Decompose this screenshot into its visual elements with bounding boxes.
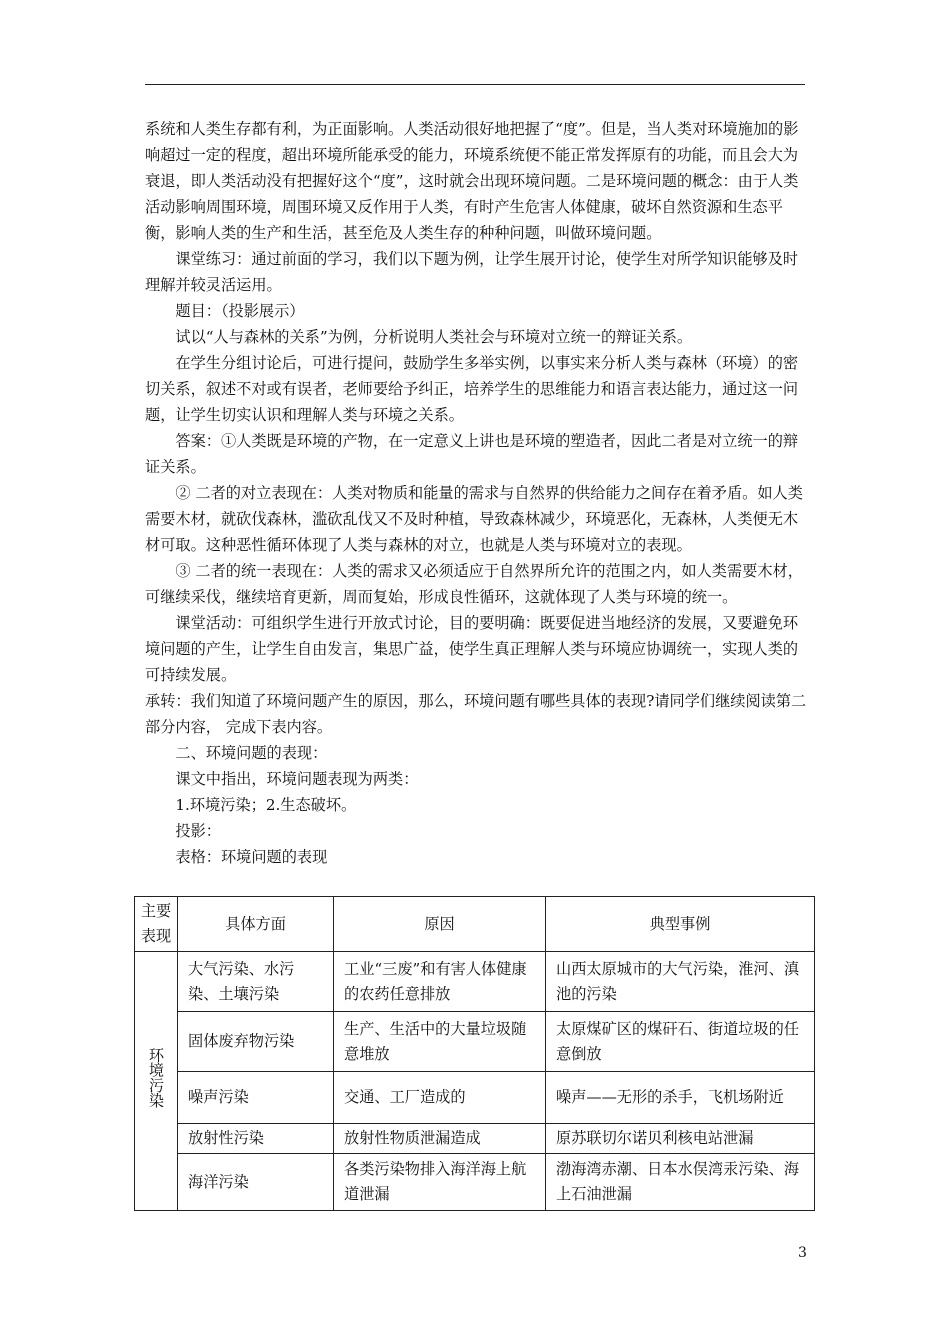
paragraph: 1.环境污染；2.生态破坏。 <box>175 796 357 814</box>
paragraph: ② 二者的对立表现在：人类对物质和能量的需求与自然界的供给能力之间存在着矛盾。如人类需要木材，就砍伐森林，滥砍乱伐又不及时种植，导致森林减少，环境恶化，无森林，人类便无木材可取。这种恶性循环体现了人类与森林的对立，也就是人类与环境对立的表现。 <box>145 484 803 554</box>
page-number: 3 <box>798 1245 807 1261</box>
example-cell: 山西太原城市的大气污染，淮河、滇池的污染 <box>546 952 815 1012</box>
header-cell: 主要表现 <box>135 897 178 952</box>
group-cell <box>135 952 178 1211</box>
header-cell: 具体方面 <box>178 897 334 952</box>
header-rule <box>145 84 805 85</box>
example-cell: 太原煤矿区的煤矸石、街道垃圾的任意倒放 <box>546 1012 815 1072</box>
paragraph: ③ 二者的统一表现在：人类的需求又必须适应于自然界所允许的范围之内，如人类需要木材，可继续采伐，继续培育更新，周而复始，形成良性循环，这就体现了人类与环境的统一。 <box>145 562 803 606</box>
aspect-cell: 大气污染、水污染、土壤污染 <box>178 952 334 1012</box>
cause-cell: 工业“三废”和有害人体健康的农药任意排放 <box>334 952 546 1012</box>
paragraph: 试以“人与森林的关系”为例，分析说明人类社会与环境对立统一的辩证关系。 <box>175 328 693 346</box>
cause-cell: 交通、工厂造成的 <box>334 1072 546 1124</box>
header-cell: 原因 <box>334 897 546 952</box>
section-heading: 二、环境问题的表现： <box>175 744 328 762</box>
aspect-cell: 固体废弃物污染 <box>178 1012 334 1072</box>
header-cell: 典型事例 <box>546 897 815 952</box>
paragraph: 承转：我们知道了环境问题产生的原因，那么，环境问题有哪些具体的表现?请同学们继续阅读第二部分内容， 完成下表内容。 <box>145 692 807 736</box>
cause-cell: 放射性物质泄漏造成 <box>334 1124 546 1154</box>
paragraph: 题目：（投影展示） <box>175 302 305 320</box>
example-cell: 原苏联切尔诺贝利核电站泄漏 <box>546 1124 815 1154</box>
paragraph: 课堂活动：可组织学生进行开放式讨论，目的要明确：既要促进当地经济的发展，又要避免环境问题的产生，让学生自由发言，集思广益，使学生真正理解人类与环境应协调统一，实现人类的可持续发展。 <box>145 614 799 684</box>
table-row <box>135 1072 815 1124</box>
paragraph: 系统和人类生存都有利，为正面影响。人类活动很好地把握了“度”。但是，当人类对环境施加的影响超过一定的程度，超出环境所能承受的能力，环境系统便不能正常发挥原有的功能，而且会大为衰退，即人类活动没有把握好这个“度”，这时就会出现环境问题。二是环境问题的概念：由于人类活动影响周围环境，周围环境又反作用于人类，有时产生危害人体健康，破坏自然资源和生态平衡，影响人类的生产和生活，甚至危及人类生存的种种问题，叫做环境问题。 <box>145 120 799 242</box>
body-text <box>145 116 809 870</box>
cause-cell: 生产、生活中的大量垃圾随意堆放 <box>334 1012 546 1072</box>
table-row <box>135 952 815 1012</box>
paragraph: 课堂练习：通过前面的学习，我们以下题为例，让学生展开讨论，使学生对所学知识能够及时理解并较灵活运用。 <box>145 250 799 294</box>
paragraph: 在学生分组讨论后，可进行提问，鼓励学生多举实例，以事实来分析人类与森林（环境）的密切关系，叙述不对或有误者，老师要给予纠正，培养学生的思维能力和语言表达能力，通过这一问题，让学生切实认识和理解人类与环境之关系。 <box>145 354 799 424</box>
paragraph: 课文中指出，环境问题表现为两类： <box>175 770 419 788</box>
table-header-row <box>135 897 815 952</box>
table-row <box>135 1154 815 1211</box>
example-cell: 噪声——无形的杀手，飞机场附近 <box>546 1072 815 1124</box>
paragraph: 投影： <box>175 822 221 840</box>
aspect-cell: 噪声污染 <box>178 1072 334 1124</box>
group-label: 环境污染 <box>147 1046 165 1108</box>
aspect-cell: 放射性污染 <box>178 1124 334 1154</box>
paragraph: 答案：①人类既是环境的产物，在一定意义上讲也是环境的塑造者，因此二者是对立统一的辩证关系。 <box>145 432 799 476</box>
table-caption: 表格：环境问题的表现 <box>175 848 328 866</box>
table-row <box>135 1012 815 1072</box>
example-cell: 渤海湾赤潮、日本水俣湾汞污染、海上石油泄漏 <box>546 1154 815 1211</box>
aspect-cell: 海洋污染 <box>178 1154 334 1211</box>
environment-problems-table <box>134 896 815 1211</box>
cause-cell: 各类污染物排入海洋海上航道泄漏 <box>334 1154 546 1211</box>
table-row <box>135 1124 815 1154</box>
